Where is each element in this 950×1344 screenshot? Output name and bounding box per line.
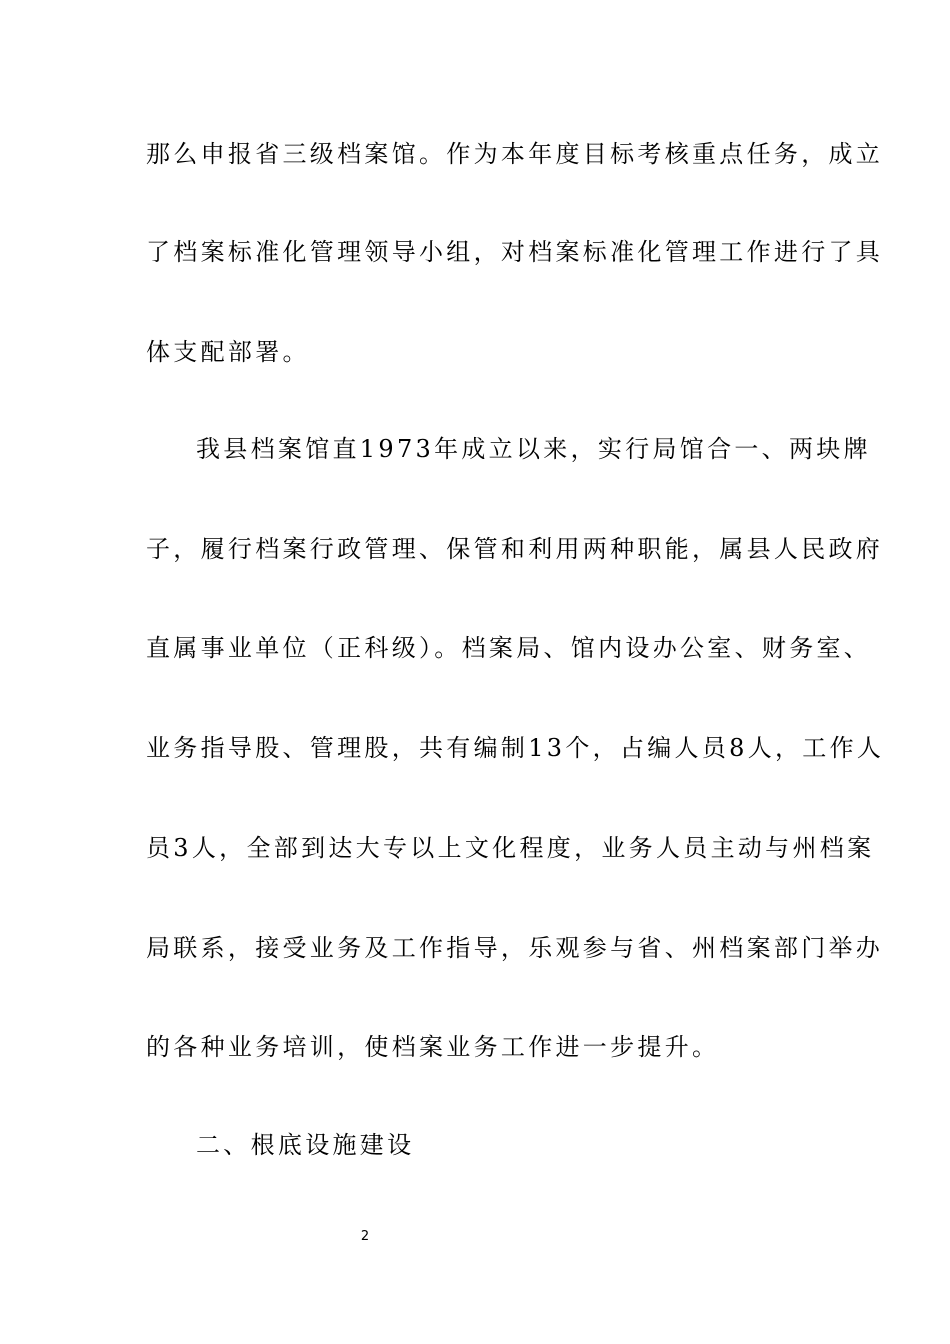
section-heading: 二、根底设施建设 <box>196 1131 415 1159</box>
text-line: 那么申报省三级档案馆。作为本年度目标考核重点任务，成立 <box>146 140 884 168</box>
text-line: 子，履行档案行政管理、保管和利用两种职能，属县人民政府 <box>146 535 884 563</box>
text-line: 我县档案馆直1973年成立以来，实行局馆合一、两块牌 <box>196 435 871 463</box>
text-line: 员3人，全部到达大专以上文化程度，业务人员主动与州档案 <box>146 834 875 862</box>
text-line: 局联系，接受业务及工作指导，乐观参与省、州档案部门举办 <box>146 934 884 962</box>
text-line: 体支配部署。 <box>146 338 310 366</box>
text-line: 直属事业单位（正科级）。档案局、馆内设办公室、财务室、 <box>146 634 872 662</box>
page-number: 2 <box>360 1229 370 1244</box>
text-line: 了档案标准化管理领导小组，对档案标准化管理工作进行了具 <box>146 238 884 266</box>
text-line: 的各种业务培训，使档案业务工作进一步提升。 <box>146 1033 720 1061</box>
text-line: 业务指导股、管理股，共有编制13个，占编人员8人，工作人 <box>146 734 885 762</box>
